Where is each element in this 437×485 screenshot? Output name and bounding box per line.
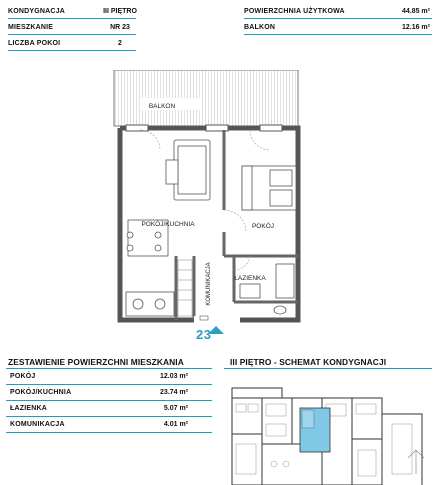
summary-label-lazienka: ŁAZIENKA — [10, 405, 47, 412]
divider — [244, 18, 432, 19]
header-label-kondygnacja: KONDYGNACJA — [8, 8, 66, 15]
divider — [8, 50, 136, 51]
keyplan-diagram — [222, 384, 435, 485]
divider — [244, 34, 432, 35]
summary-label-komunikacja: KOMUNIKACJA — [10, 421, 65, 428]
balcony — [114, 70, 298, 126]
header-label-powierzchnia: POWIERZCHNIA UŻYTKOWA — [244, 8, 345, 15]
entrance-door — [194, 316, 240, 324]
header-value-kondygnacja: III PIĘTRO — [103, 8, 137, 15]
room-label-hall: KOMUNIKACJA — [206, 262, 212, 306]
header-label-mieszkanie: MIESZKANIE — [8, 24, 54, 31]
floor-plan — [100, 70, 330, 340]
divider — [6, 384, 212, 385]
apartment-number: 23 — [196, 327, 212, 342]
bathroom-fixtures — [240, 264, 294, 314]
room-label-living: POKÓJ/KUCHNIA — [141, 221, 195, 228]
summary-value-lazienka: 5.07 m² — [163, 405, 188, 412]
summary-label-pokoj: POKÓJ — [10, 373, 36, 380]
divider — [6, 400, 212, 401]
divider — [8, 34, 136, 35]
header-value-balkon: 12.16 m² — [401, 24, 430, 31]
summary-label-pokoj-kuchnia: POKÓJ/KUCHNIA — [10, 389, 72, 396]
divider — [6, 432, 212, 433]
summary-value-pokoj: 12.03 m² — [159, 373, 188, 380]
furniture-living — [126, 140, 210, 316]
header-label-liczba-pokoi: LICZBA POKOI — [8, 40, 61, 47]
summary-title: ZESTAWIENIE POWIERZCHNI MIESZKANIA — [8, 357, 184, 367]
room-label-bathroom: ŁAZIENKA — [234, 275, 266, 282]
divider — [6, 368, 212, 369]
room-label-room: POKÓJ — [251, 223, 275, 230]
header-value-powierzchnia: 44.85 m² — [401, 8, 430, 15]
keyplan-title: III PIĘTRO - SCHEMAT KONDYGNACJI — [230, 357, 387, 367]
divider — [8, 18, 136, 19]
room-label-balcony: BALKON — [148, 103, 176, 110]
hall-closet — [178, 260, 192, 316]
divider — [224, 368, 432, 369]
furniture-bedroom — [242, 166, 296, 210]
summary-value-pokoj-kuchnia: 23.74 m² — [159, 389, 188, 396]
divider — [6, 416, 212, 417]
summary-value-komunikacja: 4.01 m² — [163, 421, 188, 428]
header-value-liczba-pokoi: 2 — [118, 40, 122, 47]
header-value-mieszkanie: NR 23 — [110, 24, 130, 31]
header-label-balkon: BALKON — [244, 24, 276, 31]
